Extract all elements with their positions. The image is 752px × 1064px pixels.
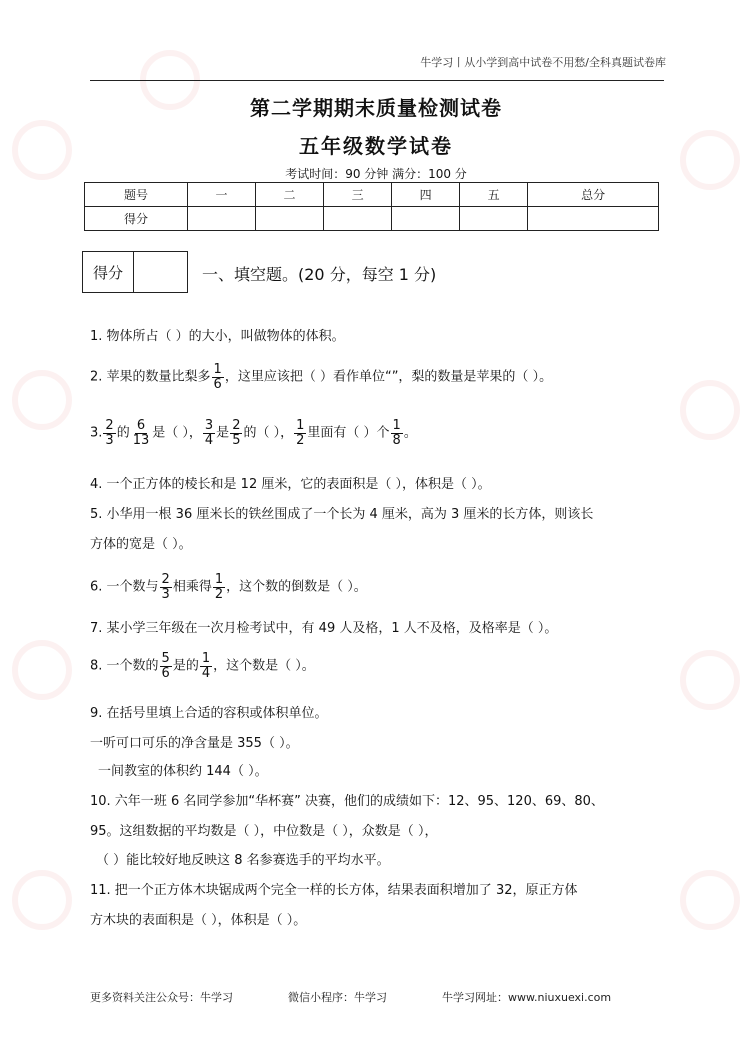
header-note: 牛学习丨从小学到高中试卷不用愁/全科真题试卷库 xyxy=(420,56,666,69)
fraction xyxy=(200,652,212,680)
fraction xyxy=(212,363,224,391)
fraction-denominator: 8 xyxy=(392,432,401,448)
page-subtitle: 五年级数学试卷 xyxy=(299,134,453,158)
watermark-logo-icon xyxy=(680,870,740,930)
section-title: 一、填空题。(20 分，每空 1 分) xyxy=(202,265,437,284)
question-6-text: 相乘得 xyxy=(172,579,212,595)
footer-website-link[interactable]: 牛学习网址：www.niuxuexi.com xyxy=(442,991,612,1004)
fraction-numerator: 2 xyxy=(161,572,170,587)
score-header-cell: 三 xyxy=(324,183,392,207)
fraction xyxy=(391,419,403,447)
page-title: 第二学期期末质量检测试卷 xyxy=(250,96,502,120)
fraction-denominator: 4 xyxy=(201,665,211,681)
question-6-text: ，这个数的倒数是（ ）。 xyxy=(226,579,367,595)
section-score-box xyxy=(82,251,188,293)
question-11-line-1: 11. 把一个正方体木块锯成两个完全一样的长方体，结果表面积增加了 32，原正方体 xyxy=(90,883,578,898)
question-3-text: 里面有（ ）个 xyxy=(307,425,390,441)
fraction-denominator: 3 xyxy=(105,432,114,448)
question-1: 1. 物体所占（ ）的大小，叫做物体的体积。 xyxy=(90,329,345,344)
score-header-cell: 题号 xyxy=(85,183,188,207)
score-cell[interactable] xyxy=(528,207,659,231)
question-6-text: 6. 一个数与 xyxy=(90,579,159,595)
question-5-line-1: 5. 小华用一根 36 厘米长的铁丝围成了一个长为 4 厘米，高为 3 厘米的长方体，则该长 xyxy=(90,507,594,522)
question-7: 7. 某小学三年级在一次月检考试中，有 49 人及格，1 人不及格，及格率是（ ）。 xyxy=(90,621,558,636)
footer-mini-program: 微信小程序：牛学习 xyxy=(288,991,387,1004)
question-2-text: 2. 苹果的数量比梨多 xyxy=(90,369,211,385)
question-8-text: 8. 一个数的 xyxy=(90,658,159,674)
fraction-denominator: 2 xyxy=(214,586,224,602)
fraction-numerator: 1 xyxy=(392,418,401,433)
score-header-cell: 总分 xyxy=(528,183,659,207)
fraction xyxy=(230,419,242,447)
fraction-denominator: 6 xyxy=(161,665,170,681)
exam-info: 考试时间：90 分钟 满分：100 分 xyxy=(285,167,467,181)
fraction-numerator: 2 xyxy=(232,418,241,433)
question-9-a: 一听可口可乐的净含量是 355（ ）。 xyxy=(90,736,299,751)
score-cell[interactable] xyxy=(188,207,256,231)
score-header-cell: 一 xyxy=(188,183,256,207)
question-11-line-2: 方木块的表面积是（ ），体积是（ ）。 xyxy=(90,913,307,928)
question-3-text: 是（ ）， xyxy=(152,425,202,441)
score-table-row xyxy=(85,207,659,231)
fraction xyxy=(294,419,306,447)
question-2-text: ，这里应该把（ ）看作单位“”，梨的数量是苹果的（ ）。 xyxy=(224,369,553,385)
fraction xyxy=(160,652,172,680)
question-9: 9. 在括号里填上合适的容积或体积单位。 xyxy=(90,706,328,721)
fraction xyxy=(213,573,225,601)
score-header-cell: 二 xyxy=(256,183,324,207)
fraction-denominator: 4 xyxy=(204,432,214,448)
fraction-numerator: 1 xyxy=(214,572,224,587)
fraction-numerator: 5 xyxy=(161,651,170,666)
section-score-blank[interactable] xyxy=(134,252,187,292)
score-header-cell: 四 xyxy=(392,183,460,207)
fraction-denominator: 13 xyxy=(132,432,150,448)
question-9-b: 一间教室的体积约 144（ ）。 xyxy=(98,764,268,779)
question-3-text: 的 xyxy=(116,425,130,441)
question-10-line-2: 95。这组数据的平均数是（ ），中位数是（ ），众数是（ ）， xyxy=(90,824,438,839)
fraction-numerator: 6 xyxy=(136,418,146,433)
watermark-logo-icon xyxy=(680,380,740,440)
watermark-logo-icon xyxy=(680,650,740,710)
score-header-cell: 五 xyxy=(460,183,528,207)
question-3-text: 3. xyxy=(90,425,103,441)
fraction-denominator: 5 xyxy=(232,432,241,448)
watermark-logo-icon xyxy=(12,370,72,430)
question-4: 4. 一个正方体的棱长和是 12 厘米，它的表面积是（ ），体积是（ ）。 xyxy=(90,477,491,492)
fraction-denominator: 3 xyxy=(161,586,170,602)
question-5-line-2: 方体的宽是（ ）。 xyxy=(90,537,192,552)
score-cell[interactable] xyxy=(392,207,460,231)
question-3-text: 的（ ）， xyxy=(243,425,294,441)
fraction xyxy=(160,573,172,601)
fraction-numerator: 3 xyxy=(204,418,214,433)
question-10-line-3: （ ）能比较好地反映这 8 名参赛选手的平均水平。 xyxy=(96,853,390,868)
question-10-line-1: 10. 六年一班 6 名同学参加“华杯赛” 决赛，他们的成绩如下：12、95、120、69、80、 xyxy=(90,794,604,809)
fraction xyxy=(203,419,215,447)
score-cell[interactable] xyxy=(324,207,392,231)
fraction xyxy=(103,419,115,447)
question-8 xyxy=(90,652,315,680)
score-row-label: 得分 xyxy=(85,207,188,231)
fraction-numerator: 1 xyxy=(213,362,222,377)
fraction xyxy=(131,419,152,447)
score-table xyxy=(84,182,659,231)
fraction-denominator: 6 xyxy=(213,376,222,392)
fraction-denominator: 2 xyxy=(296,432,305,448)
header-divider xyxy=(90,80,664,81)
question-8-text: 是的 xyxy=(172,658,199,674)
score-cell[interactable] xyxy=(256,207,324,231)
score-table-header-row xyxy=(85,183,659,207)
fraction-numerator: 1 xyxy=(296,418,305,433)
watermark-logo-icon xyxy=(12,870,72,930)
question-3-text: 是 xyxy=(216,425,230,441)
score-cell[interactable] xyxy=(460,207,528,231)
question-8-text: ，这个数是（ ）。 xyxy=(213,658,315,674)
section-score-label: 得分 xyxy=(83,252,134,292)
question-3 xyxy=(90,419,417,447)
question-2 xyxy=(90,363,552,391)
question-6 xyxy=(90,573,367,601)
question-3-text: 。 xyxy=(403,425,417,441)
watermark-logo-icon xyxy=(12,640,72,700)
footer-wechat-account: 更多资料关注公众号：牛学习 xyxy=(90,991,233,1004)
fraction-numerator: 2 xyxy=(105,418,114,433)
fraction-numerator: 1 xyxy=(201,651,211,666)
